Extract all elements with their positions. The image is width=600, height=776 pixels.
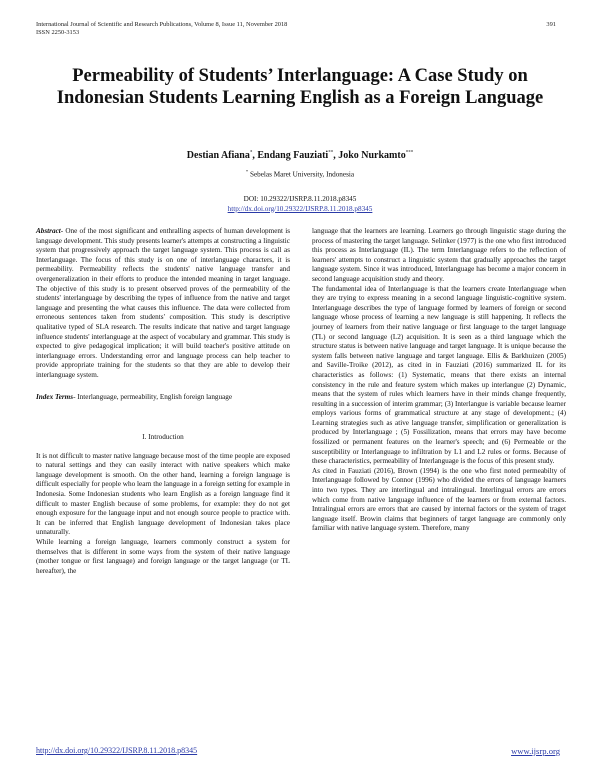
author-name: Destian Afiana bbox=[186, 150, 250, 161]
page-number: 391 bbox=[546, 21, 556, 28]
doi-link[interactable]: http://dx.doi.org/10.29322/IJSRP.8.11.2018.p8345 bbox=[227, 204, 373, 213]
running-header bbox=[36, 21, 287, 38]
journal-line: International Journal of Scientific and Research Publications, Volume 8, Issue 11, November 2018 bbox=[36, 21, 288, 28]
author-name: Joko Nurkamto bbox=[338, 150, 406, 161]
abstract bbox=[36, 227, 290, 381]
paragraph: The fundamental idea of Interlanguage is that the learners create Interlanguage when they are trying to express meaning in a second language linguistic-cognitive system. Interlanguage describes the type of language formed by learners of foreign or second language whose process of learning a new language is still happening. It reflects the journey of learners from their native language or first language to the target language (TL) or second language (L2) acquisition. It is seen as a third language which the structure status is between native language and target language. It is unique because the system falls between native language and target language. Ellis & Barkhuizen (2005) and Saville-Troike (2012), as cited in in Fauziati (2016) summarized IL for its characteristics as follows: (1) Systematic, means that there exists an internal consistency in the rule and feature system which makes up interlangue (2) Dynamic, means that the system of rules which learners have in their minds change frequently, resulting in a succession of interim grammar; (3) Interlangue is variable because learner employs various forms of grammatical structure at any stage of development.; (4) Learning strategies such as ative language transfer, simplification or generalization is produced by Interlanguage ; (5) Fossilization, means that errors may have become fossilized or permanent features on the learner's speech; and (6) Permeable or the susceptibility or Interlanguage to infiltration by L1 and L2 rules or forms. Because of these characteristics, permeability of Interlanguage is the focus of this present study. bbox=[312, 284, 566, 466]
footer-doi-link[interactable]: http://dx.doi.org/10.29322/IJSRP.8.11.2018.p8345 bbox=[36, 746, 198, 755]
author-list bbox=[0, 150, 600, 161]
section-heading: I. Introduction bbox=[142, 433, 184, 442]
affiliation-mark: * bbox=[245, 169, 249, 174]
right-column bbox=[312, 227, 566, 534]
index-terms-label: Index Terms bbox=[36, 392, 74, 401]
doi-line: DOI: 10.29322/IJSRP.8.11.2018.p8345 bbox=[243, 195, 357, 203]
abstract-label: Abstract bbox=[36, 227, 61, 235]
paragraph: language that the learners are learning. Learners go through linguistic stage during the process of mastering the target language. Selinker (1977) is the one who first introduced this process as Interlanguage (IL). The term Interlanguage refers to the reflection of learners' attempts to construct a linguistic system that gradually approaches the target language system. Since it was introduced, Interlanguage has become a major concern in second language acquisition study and theory. bbox=[312, 227, 566, 283]
footer-site-link[interactable]: www.ijsrp.org bbox=[511, 746, 560, 756]
issn-line: ISSN 2250-3153 bbox=[36, 29, 80, 37]
paragraph: While learning a foreign language, learners commonly construct a system for themselves that is different in some ways from the system of their native language (mother tongue or first language) and foreign language or the target language (or TL hereafter), the bbox=[36, 538, 290, 575]
affiliation bbox=[0, 169, 600, 178]
author-name: Endang Fauziati bbox=[257, 150, 329, 161]
abstract-text: - One of the most significant and enthralling aspects of human development is language development. This study presents learner's attempts at constructing a linguistic system that progressively approach the target language system. This process is call as Interlanguage. The focus of this study is on one of interlanguage characters, it is permeability. Permeability reflects the students' native language transfer and overgeneralization in their efforts to produce the intended meaning in target language. The objective of this study is to present observed proves of the permeability of the students' interlanguage by describing the types of influence from the native and target language and presenting the what causes this influence. The data were collected from erroneous sentences taken from students' composition. This study is descriptive qualitative typed of SLA research. The results indicate that native and target language influence students' interlanguage at the aspect of vocabulary and grammar. This study is expected to give pedagogical implication; it will build teacher's positive attitude on interlanguage errors. Understanding error and language process can help teacher to provide appropriate training for the students so that they are able to develop their interlanguage system. bbox=[36, 227, 290, 379]
left-column bbox=[36, 227, 290, 576]
paper-title: Permeability of Students’ Interlanguage: A Case Study on Indonesian Students Learning English as a Foreign Language bbox=[56, 66, 544, 108]
author-separator: , bbox=[252, 150, 258, 161]
author-mark: * bbox=[249, 150, 253, 156]
paragraph: As cited in Fauziati (2016), Brown (1994) is the one who first noted permeabilty of Interlanguage followed by Connor (1996) who divided the errors of language learners into two types. They are interlingual and intralingual. Interlingual errors are errors which come from native language influence of the learners or from external factors. Intralingual errors are errors that are caused by internal factors or the system of traget language itself. Browin claims that beginners of target language are commonly only familiar with native language system. Therefore, many bbox=[312, 466, 566, 533]
doi-block bbox=[0, 195, 600, 214]
author-separator: , bbox=[333, 150, 339, 161]
footer-site bbox=[511, 746, 560, 756]
index-terms-text: - Interlanguage, permeability, English foreign language bbox=[73, 392, 233, 401]
paragraph: It is not difficult to master native language because most of the time people are exposed to natural settings and they can easily interact with native speakers which make language development is smooth. On the other hand, learning a foreign language is difficult especially for people who learn the language in a foreign setting for example in Indonesia. Some Indonesian students who learn English as a foreign language find it difficult to master English because of some problems, for example: they do not get enough exposure for the language input and not enough source people to practice with. It can be inferred that English language development of Indonesian takes place unnaturally. bbox=[36, 451, 290, 537]
affiliation-text: Sebelas Maret University, Indonesia bbox=[248, 170, 355, 179]
index-terms bbox=[36, 393, 290, 403]
author-mark: *** bbox=[405, 150, 414, 156]
author-mark: ** bbox=[328, 150, 334, 156]
footer-doi bbox=[36, 746, 197, 755]
